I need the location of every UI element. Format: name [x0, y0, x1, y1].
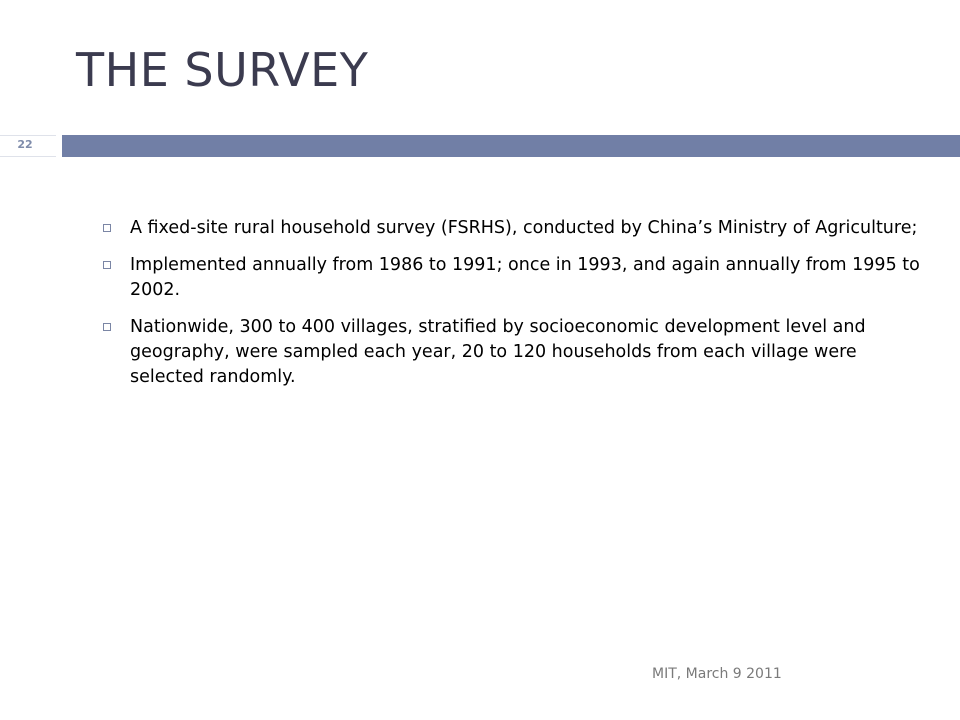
bullet-item	[100, 216, 930, 241]
bullet-item	[100, 253, 930, 303]
bullet-text: Implemented annually from 1986 to 1991; once in 1993, and again annually from 1995 to 2002.	[130, 255, 920, 300]
hollow-square-bullet-icon	[103, 261, 111, 269]
hollow-square-bullet-icon	[103, 323, 111, 331]
bullet-item	[100, 315, 930, 390]
bullet-text: Nationwide, 300 to 400 villages, stratified by socioeconomic development level and geography, were sampled each year, 20 to 120 households from each village were selected randomly.	[130, 317, 866, 387]
bullet-list	[100, 216, 930, 402]
hollow-square-bullet-icon	[103, 224, 111, 232]
slide-title: THE SURVEY	[76, 43, 369, 97]
slide-footer: MIT, March 9 2011	[652, 666, 782, 682]
page-number: 22	[17, 138, 33, 151]
bullet-text: A fixed-site rural household survey (FSRHS), conducted by China’s Ministry of Agriculture;	[130, 218, 918, 238]
title-accent-bar	[62, 135, 960, 157]
